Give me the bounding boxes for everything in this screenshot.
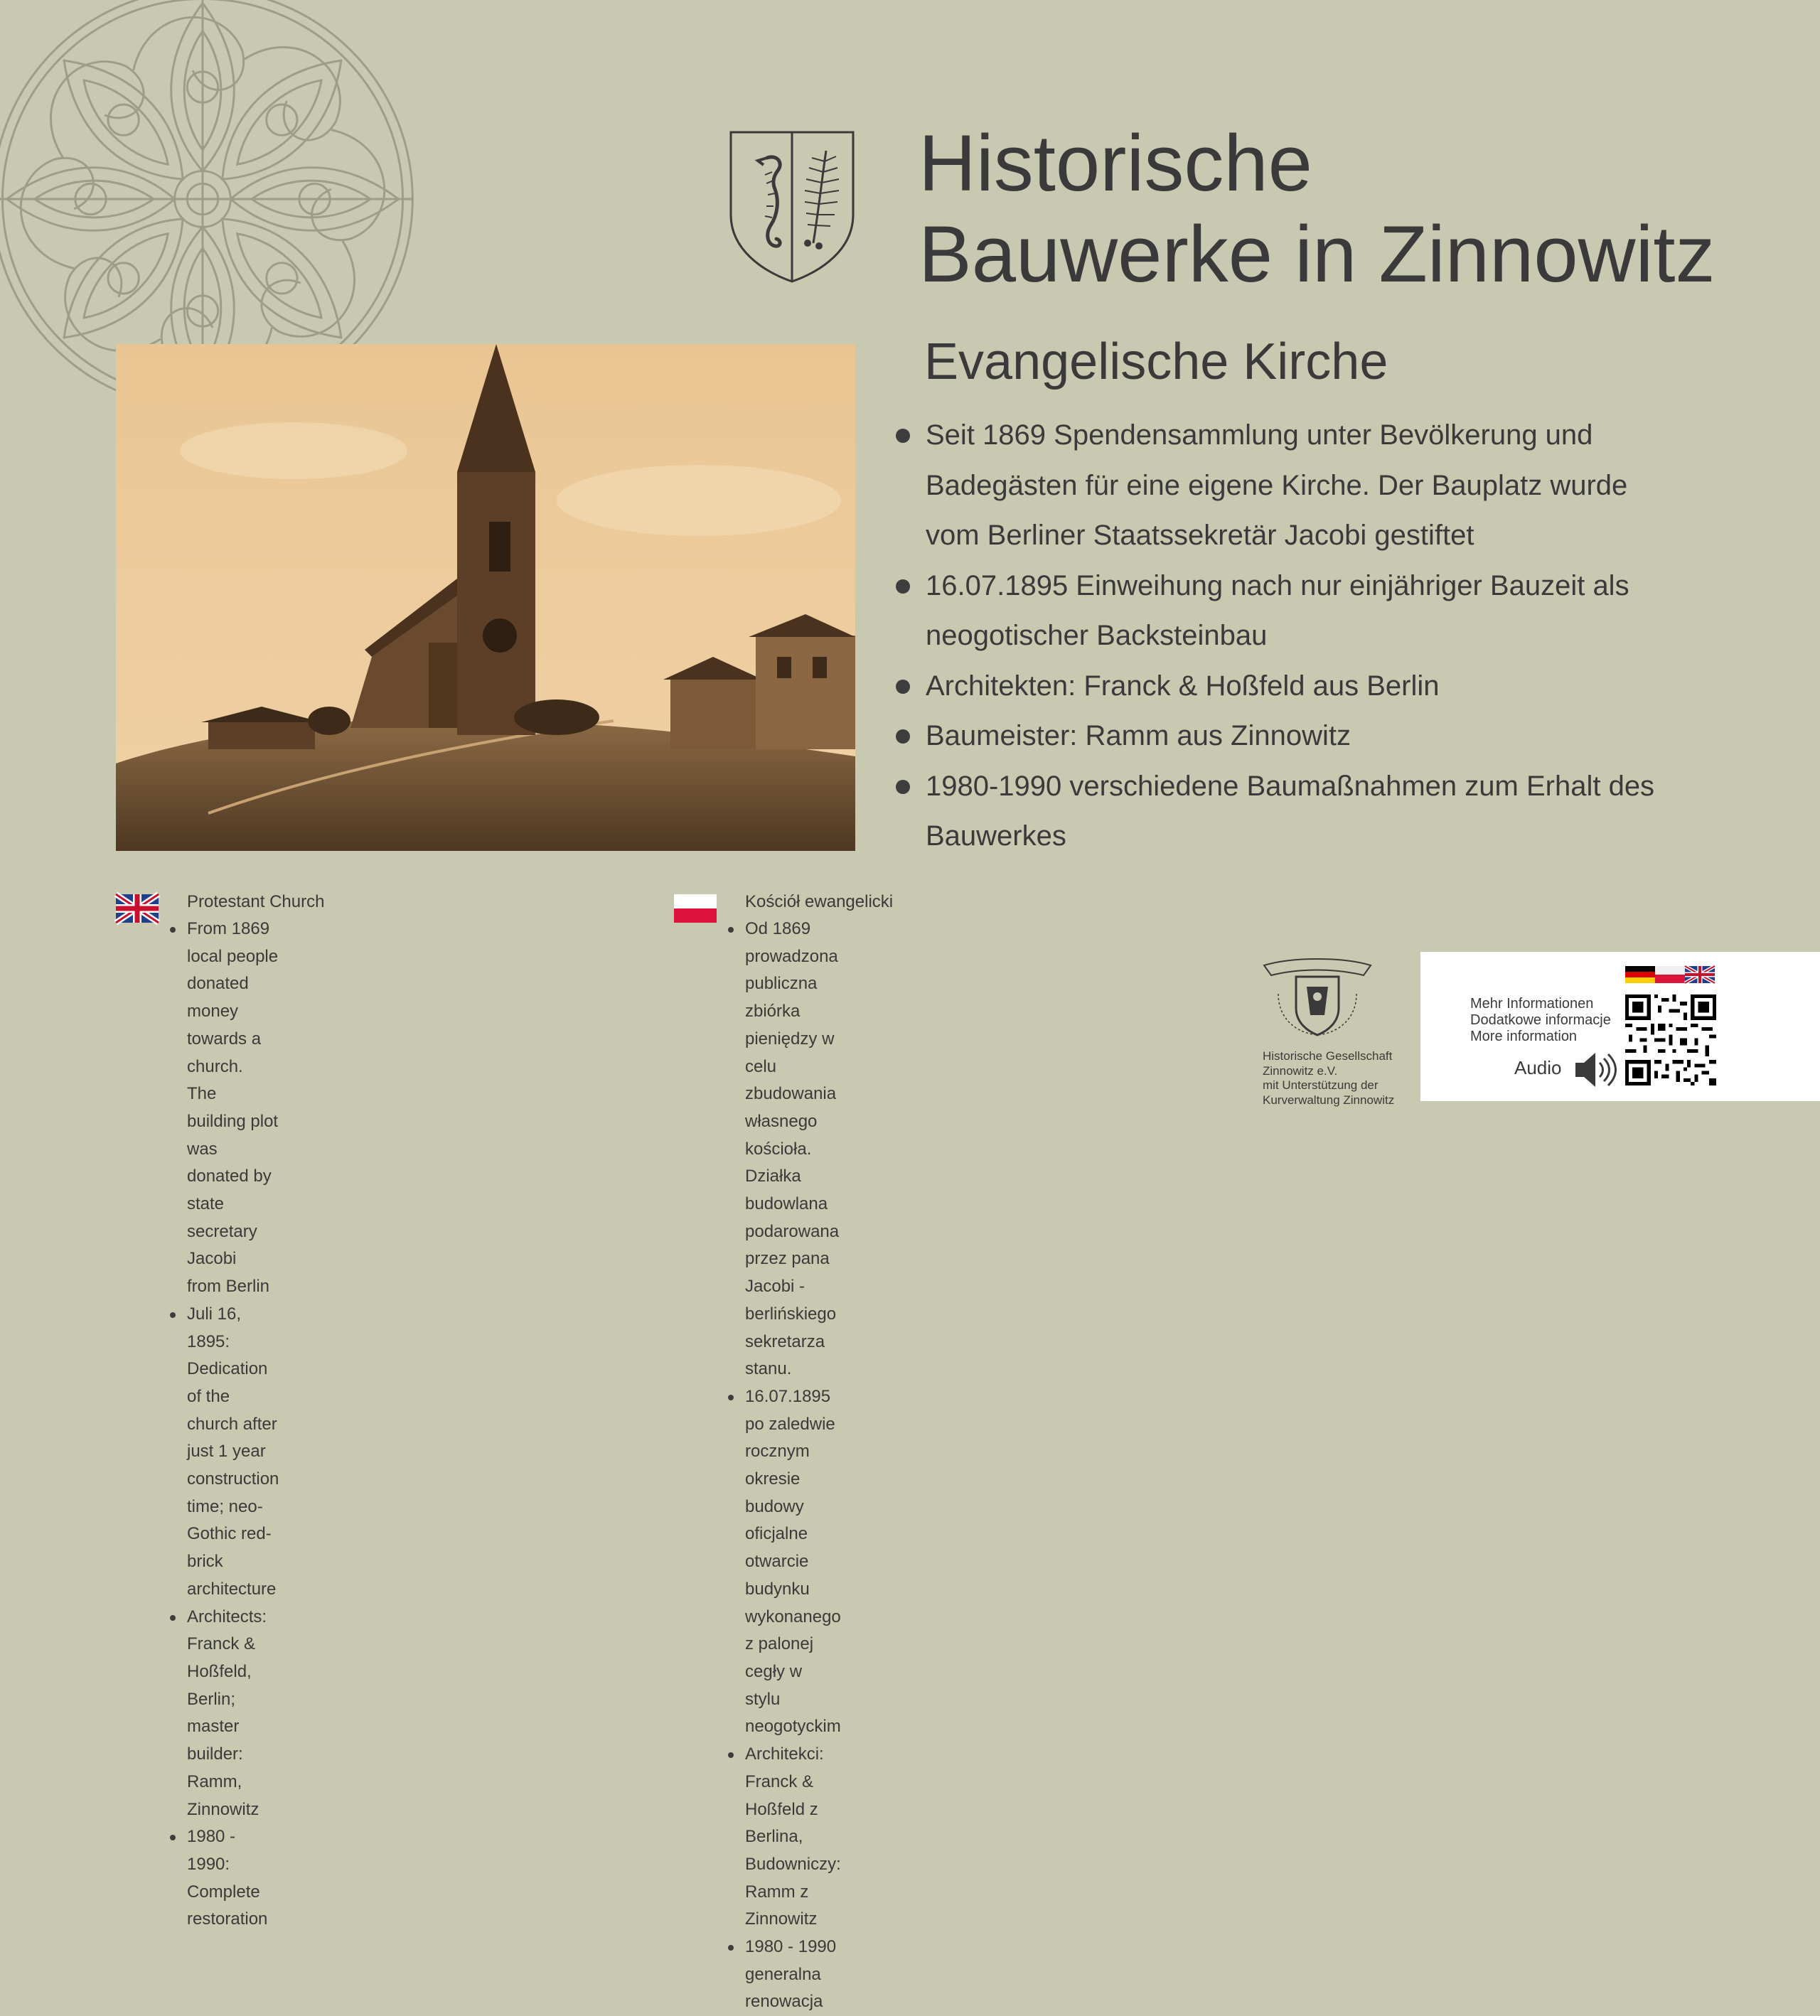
bullet-line: podarowana przez pana Jacobi - berlińskiego sekretarza <box>745 1221 840 1351</box>
church-historic-photo <box>116 344 855 851</box>
german-bullet <box>896 561 1749 661</box>
english-bullet-list <box>187 916 279 1934</box>
bullet-line: neogotischer Backsteinbau <box>926 620 1268 651</box>
bullet-line: zbudowania własnego kościoła. Działka budowlana <box>745 1084 837 1214</box>
bullet-line: The building plot was donated by state secretary Jacobi <box>187 1084 279 1269</box>
english-bullet <box>187 916 279 1301</box>
section-subtitle: Evangelische Kirche <box>924 333 1388 390</box>
bullet-line: 1980 - 1990: Complete restoration <box>187 1827 268 1929</box>
bullet-line: From 1869 local people donated money towards a church. <box>187 919 279 1076</box>
bullet-line: Budowniczy: Ramm z Zinnowitz <box>745 1854 841 1929</box>
title-line: Bauwerke in Zinnowitz <box>919 210 1715 299</box>
bullet-dot <box>728 1752 734 1758</box>
society-line: Kurverwaltung Zinnowitz <box>1263 1093 1395 1107</box>
german-bullet <box>896 661 1749 712</box>
polish-bullet-list <box>745 916 841 2016</box>
info-line: Mehr Informationen <box>1470 996 1594 1012</box>
german-bullet <box>896 410 1749 561</box>
uk-flag-icon <box>116 894 159 923</box>
bullet-line: Badegästen für eine eigene Kirche. Der Bauplatz wurde <box>926 469 1628 501</box>
society-line: mit Unterstützung der <box>1263 1078 1379 1092</box>
english-bullet <box>187 1823 279 1934</box>
bullet-dot <box>728 1395 734 1400</box>
english-title: Protestant Church <box>187 892 325 911</box>
society-line: Historische Gesellschaft <box>1263 1049 1393 1063</box>
bullet-dot <box>170 927 176 933</box>
society-block <box>1257 951 1413 1108</box>
bullet-line: construction time; neo-Gothic red-brick architecture <box>187 1469 279 1599</box>
polish-title: Kościół ewangelicki <box>745 892 894 911</box>
bullet-dot <box>170 1835 176 1840</box>
title-line: Historische <box>919 119 1312 208</box>
bullet-line: Architekci: Franck & Hoßfeld z Berlina, <box>745 1744 824 1847</box>
society-emblem-icon <box>1257 951 1378 1036</box>
bullet-line: Od 1869 prowadzona publiczna zbiórka pieniędzy w celu <box>745 919 838 1076</box>
info-line: More information <box>1470 1029 1578 1044</box>
bullet-line: 16.07.1895 Einweihung nach nur einjähriger Bauzeit als <box>926 569 1629 601</box>
poland-flag-icon <box>674 894 717 923</box>
bullet-line: neogotyckim <box>745 1717 841 1737</box>
polish-bullet <box>745 916 841 1383</box>
bullet-line: Seit 1869 Spendensammlung unter Bevölkerung und <box>926 419 1593 451</box>
bullet-line: 1980 - 1990 generalna renowacja <box>745 1937 837 2012</box>
bullet-line: Zinnowitz <box>187 1799 259 1819</box>
bullet-dot <box>728 1945 734 1951</box>
bullet-line: Baumeister: Ramm aus Zinnowitz <box>926 720 1351 751</box>
language-flags <box>1625 966 1715 983</box>
audio-label: Audio <box>1514 1057 1562 1078</box>
society-line: Zinnowitz e.V. <box>1263 1063 1338 1078</box>
society-text <box>1263 1049 1394 1108</box>
english-bullet <box>187 1301 279 1604</box>
bullet-line: 16.07.1895 po zaledwie rocznym okresie budowy oficjalne <box>745 1386 835 1544</box>
bullet-line: otwarcie budynku wykonanego z palonej cegły w stylu <box>745 1552 841 1709</box>
polish-bullet <box>745 1383 841 1741</box>
zinnowitz-coat-of-arms-icon <box>728 129 856 284</box>
bullet-dot <box>170 1615 176 1621</box>
german-bullet <box>896 761 1749 862</box>
german-bullet <box>896 711 1749 761</box>
bullet-dot <box>896 680 910 694</box>
bullet-dot <box>896 729 910 744</box>
bullet-line: Architekten: Franck & Hoßfeld aus Berlin <box>926 670 1440 702</box>
bullet-line: 1980-1990 verschiedene Baumaßnahmen zum Erhalt des <box>926 770 1655 802</box>
bullet-line: Juli 16, 1895: Dedication of the church after just 1 year <box>187 1304 277 1462</box>
poland-flag-icon <box>1655 966 1685 983</box>
more-info-box <box>1420 952 1820 1101</box>
bullet-dot <box>896 780 910 794</box>
bullet-line: Bauwerkes <box>926 820 1066 852</box>
german-bullet-list <box>896 410 1749 862</box>
page-title <box>919 118 1715 300</box>
bullet-line: stanu. <box>745 1359 792 1379</box>
bullet-dot <box>896 579 910 594</box>
polish-bullet <box>745 1934 841 2016</box>
uk-flag-icon <box>1685 966 1715 983</box>
info-line: Dodatkowe informacje <box>1470 1012 1611 1028</box>
bullet-dot <box>896 429 910 443</box>
bullet-line: Architects: Franck & Hoßfeld, Berlin; master builder: Ramm, <box>187 1607 267 1791</box>
germany-flag-icon <box>1625 966 1655 983</box>
speaker-icon[interactable] <box>1573 1050 1617 1090</box>
qr-code-icon[interactable] <box>1625 994 1716 1085</box>
bullet-dot <box>170 1312 176 1318</box>
more-info-text <box>1470 996 1611 1045</box>
english-bullet <box>187 1604 279 1824</box>
bullet-dot <box>728 927 734 933</box>
bullet-line: vom Berliner Staatssekretär Jacobi gestiftet <box>926 520 1474 551</box>
bullet-line: from Berlin <box>187 1277 270 1297</box>
polish-bullet <box>745 1741 841 1934</box>
